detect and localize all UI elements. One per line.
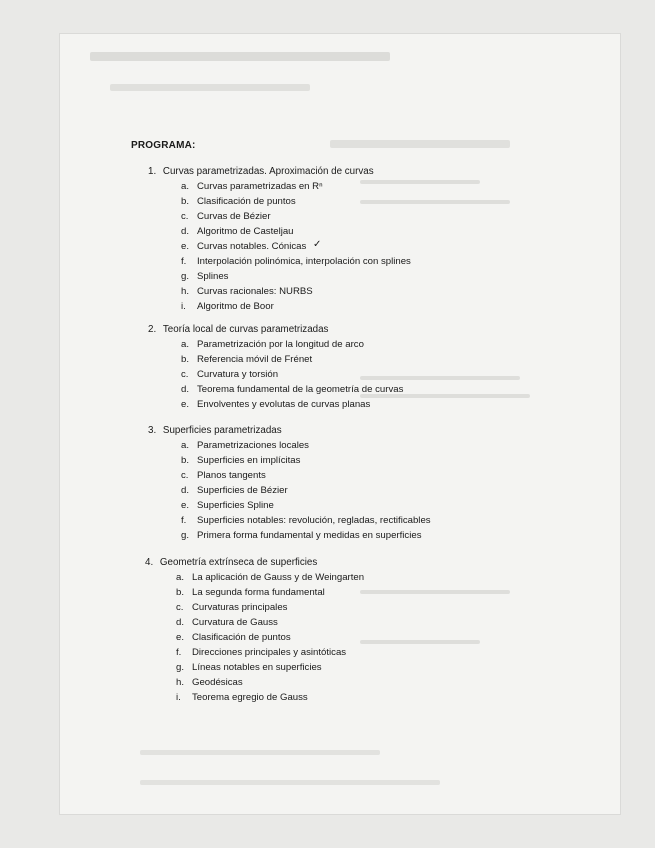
item-letter: e. <box>181 399 190 410</box>
section-number: 1. <box>148 166 157 177</box>
item-letter: g. <box>181 271 190 282</box>
item-letter: e. <box>181 241 190 252</box>
item-text: Interpolación polinómica, interpolación con splines <box>197 256 411 267</box>
item-text: Algoritmo de Casteljau <box>197 226 294 237</box>
section-title <box>148 425 282 436</box>
item-text: Envolventes y evolutas de curvas planas <box>197 399 371 410</box>
item-letter: b. <box>181 455 190 466</box>
section-number: 4. <box>145 557 154 568</box>
item-letter: i. <box>176 692 181 703</box>
section-title-text: Geometría extrínseca de superficies <box>159 557 318 568</box>
item-text: Superficies de Bézier <box>197 485 288 496</box>
item-text: Referencia móvil de Frénet <box>197 354 313 365</box>
item-text: Planos tangents <box>197 470 266 481</box>
item-letter: a. <box>176 572 185 583</box>
pencil-tick-mark: ✓ <box>313 239 322 250</box>
item-text: Geodésicas <box>192 677 243 688</box>
item-text: Superficies Spline <box>197 500 274 511</box>
item-text: Curvas notables. Cónicas <box>197 241 307 252</box>
section-title <box>148 324 328 335</box>
item-letter: f. <box>181 256 187 267</box>
item-text: Algoritmo de Boor <box>197 301 274 312</box>
item-text: Curvas de Bézier <box>197 211 271 222</box>
item-text: Superficies notables: revolución, regladas, rectificables <box>197 515 431 526</box>
item-text: Curvaturas principales <box>192 602 288 613</box>
item-letter: a. <box>181 181 190 192</box>
item-text: Teorema egregio de Gauss <box>192 692 308 703</box>
item-text: Curvas parametrizadas en Rⁿ <box>197 181 323 192</box>
item-letter: c. <box>181 470 189 481</box>
item-text: Líneas notables en superficies <box>192 662 322 673</box>
page-heading: PROGRAMA: <box>131 140 196 151</box>
item-letter: a. <box>181 440 190 451</box>
item-letter: e. <box>181 500 190 511</box>
section-title-text: Superficies parametrizadas <box>162 425 282 436</box>
section-title <box>145 557 317 568</box>
item-text: La segunda forma fundamental <box>192 587 325 598</box>
section-title <box>148 166 374 177</box>
item-letter: g. <box>181 530 190 541</box>
item-text: Curvatura y torsión <box>197 369 279 380</box>
section-number: 2. <box>148 324 157 335</box>
item-text: Parametrización por la longitud de arco <box>197 339 364 350</box>
item-letter: b. <box>181 354 190 365</box>
item-letter: e. <box>176 632 185 643</box>
item-letter: f. <box>181 515 187 526</box>
item-letter: c. <box>181 211 189 222</box>
item-text: Curvas racionales: NURBS <box>197 286 313 297</box>
item-letter: g. <box>176 662 185 673</box>
item-letter: d. <box>181 384 190 395</box>
item-letter: h. <box>181 286 190 297</box>
item-letter: c. <box>176 602 184 613</box>
item-text: Primera forma fundamental y medidas en superficies <box>197 530 422 541</box>
item-text: Splines <box>197 271 229 282</box>
item-letter: a. <box>181 339 190 350</box>
item-text: Curvatura de Gauss <box>192 617 278 628</box>
item-text: Parametrizaciones locales <box>197 440 309 451</box>
item-text: Teorema fundamental de la geometría de curvas <box>197 384 404 395</box>
item-letter: h. <box>176 677 185 688</box>
section-title-text: Curvas parametrizadas. Aproximación de curvas <box>162 166 374 177</box>
item-letter: d. <box>181 485 190 496</box>
item-text: Clasificación de puntos <box>192 632 291 643</box>
item-letter: i. <box>181 301 186 312</box>
item-letter: c. <box>181 369 189 380</box>
item-letter: d. <box>176 617 185 628</box>
item-text: Superficies en implícitas <box>197 455 301 466</box>
section-title-text: Teoría local de curvas parametrizadas <box>162 324 329 335</box>
item-text: Direcciones principales y asintóticas <box>192 647 347 658</box>
section-number: 3. <box>148 425 157 436</box>
item-letter: f. <box>176 647 182 658</box>
item-text: La aplicación de Gauss y de Weingarten <box>192 572 365 583</box>
item-letter: d. <box>181 226 190 237</box>
item-text: Clasificación de puntos <box>197 196 296 207</box>
item-letter: b. <box>176 587 185 598</box>
item-letter: b. <box>181 196 190 207</box>
